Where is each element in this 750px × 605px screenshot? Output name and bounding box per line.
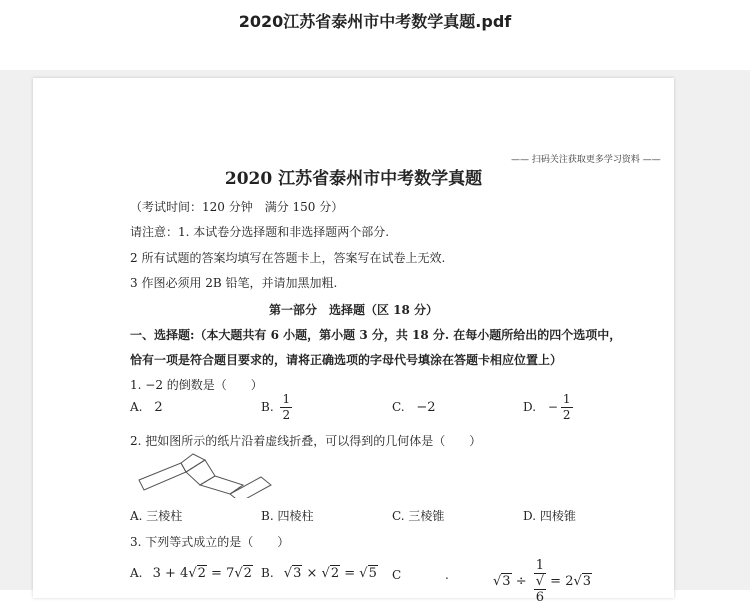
q3-d-fraction [534,558,546,605]
q3-b-times: × [302,566,322,581]
q3-option-a [130,566,253,581]
q3-a-label: A. [130,566,143,580]
q3-b-sqrt-3: √5 [359,566,377,581]
q3-d-denominator: √ 6 [535,574,545,605]
instruction-line-1: 一、选择题:（本大题共有 6 小题，第小题 3 分，共 18 分. 在每小题所给出的四个选项中， [130,328,622,342]
watermark-text: —— 扫码关注获取更多学习资料 —— [511,155,661,165]
q1-b-numerator: 1 [282,392,291,406]
q3-d-numerator: 1 [535,558,545,573]
paper-lower-quad [200,476,243,494]
title-bar [0,0,750,70]
exam-info: （考试时间：120 分钟 满分 150 分） [130,200,344,214]
q1-option-a [130,400,163,415]
note-2: 2 所有试题的答案均填写在答题卡上，答案写在试卷上无效. [130,251,446,265]
folding-paper-figure [133,448,278,498]
q1-c-value: −2 [416,400,436,415]
question-2-stem: 2. 把如图所示的纸片沿着虚线折叠，可以得到的几何体是（ ） [130,434,482,448]
q3-c-dot: . [445,568,449,582]
q3-d-sqrt-2: √3 [573,574,592,589]
paper-center-quad [186,460,215,485]
q3-a-sqrt-1: √2 [188,566,206,581]
section-title: 第一部分 选择题（区 18 分） [268,303,439,317]
q2-option-c: C. 三棱锥 [392,509,445,523]
q1-a-label: A. [130,400,143,414]
q1-d-fraction [561,392,573,423]
q1-b-denominator: 2 [282,408,291,422]
q1-d-sign: − [547,400,558,414]
q3-option-b [261,566,378,581]
question-3-stem: 3. 下列等式成立的是（ ） [130,535,290,549]
pdf-page [33,78,674,605]
q1-option-c [392,400,436,415]
q3-a-middle: = 7 [206,566,235,581]
question-1-stem: 1. −2 的倒数是（ ） [130,378,263,392]
paper-top-triangle [181,454,205,472]
q3-c-label: C [392,568,402,582]
paper-right-rect [230,477,271,498]
q2-option-b: B. 四棱柱 [261,509,314,523]
paper-left-rect [139,463,186,490]
q2-option-d: D. 四棱锥 [523,509,576,523]
q3-option-d-expression [493,558,592,605]
q3-b-sqrt-2: √2 [321,566,340,581]
q1-option-d [523,392,573,423]
q3-a-sqrt-2: √2 [234,566,252,581]
q1-option-b [261,392,292,423]
q1-d-denominator: 2 [562,408,571,422]
q1-d-label: D. [523,400,537,414]
instruction-line-2: 恰有一项是符合题目要求的，请将正确选项的字母代号填涂在答题卡相应位置上） [130,353,563,367]
note-1: 请注意：1. 本试卷分选择题和非选择题两个部分. [130,225,390,239]
q3-b-label: B. [261,566,274,580]
q1-a-value: 2 [154,400,163,415]
document-title: 2020江苏省泰州市中考数学真题.pdf [238,12,512,31]
q3-a-prefix: 3 + 4 [152,566,189,581]
q3-d-equals: = 2 [546,574,574,589]
q1-c-label: C. [392,400,405,414]
q3-b-equals: = [340,566,360,581]
q3-b-sqrt-1: √3 [283,566,302,581]
q1-d-numerator: 1 [562,392,571,406]
q3-d-divide: ÷ [511,574,531,589]
note-3: 3 作图必须用 2B 铅笔，并请加黑加粗. [130,276,338,290]
q1-b-fraction [280,392,292,423]
q2-option-a: A. 三棱柱 [130,509,183,523]
exam-title: 2020 江苏省泰州市中考数学真题 [224,169,483,189]
q3-d-sqrt-1: √3 [493,574,511,589]
pdf-viewer[interactable] [0,70,750,605]
q3-option-c [392,568,449,582]
q1-b-label: B. [261,400,274,414]
